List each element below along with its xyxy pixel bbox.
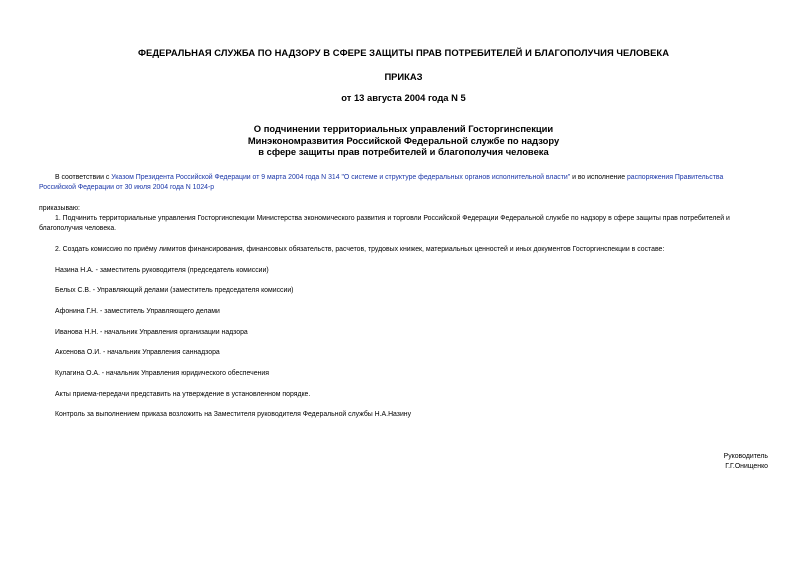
preamble-line-2 <box>39 183 769 193</box>
title-line: О подчинении территориальных управлений Госторгинспекции <box>253 123 554 134</box>
agency-heading: ФЕДЕРАЛЬНАЯ СЛУЖБА ПО НАДЗОРУ В СФЕРЕ ЗАЩИТЫ ПРАВ ПОТРЕБИТЕЛЕЙ И БЛАГОПОЛУЧИЯ ЧЕЛОВЕКА <box>137 47 670 58</box>
document-title <box>0 123 807 158</box>
title-line: Минэкономразвития Российской Федеральной службе по надзору <box>247 134 560 146</box>
document-date: от 13 августа 2004 года N 5 <box>341 92 466 103</box>
decree-link[interactable]: Указом Президента Российской Федерации от 9 марта 2004 года N 314 "О системе и структуре федеральных органов исполнительной власти" <box>111 174 571 181</box>
preamble <box>55 173 769 183</box>
preamble-prefix: В соответствии с <box>55 174 112 181</box>
government-order-link-continued[interactable]: Российской Федерации от 30 июля 2004 года N 1024-р <box>39 184 215 191</box>
closing-acts: Акты приема-передачи представить на утверждение в установленном порядке. <box>55 391 311 398</box>
signature-name: Г.Г.Онищенко <box>725 463 768 470</box>
commission-member: Назина Н.А. - заместитель руководителя (председатель комиссии) <box>55 267 269 274</box>
commission-member: Кулагина О.А. - начальник Управления юридического обеспечения <box>55 370 269 377</box>
item-1-line-2: благополучия человека. <box>39 225 117 232</box>
signature-role: Руководитель <box>723 453 768 460</box>
government-order-link[interactable]: распоряжения Правительства <box>626 174 724 181</box>
title-line: в сфере защиты прав потребителей и благополучия человека <box>258 146 549 158</box>
commission-member: Аксенова О.И. - начальник Управления саннадзора <box>55 349 220 356</box>
preamble-middle: и во исполнение <box>570 174 627 181</box>
item-1-line-1: 1. Подчинить территориальные управления Госторгинспекции Министерства экономического развития и торговли Российской Федерации Федеральной службе по надзору в сфере защиты прав потребителей и <box>55 215 730 222</box>
document-type: ПРИКАЗ <box>384 71 423 82</box>
order-word: приказываю: <box>39 205 80 212</box>
item-2: 2. Создать комиссию по приёму лимитов финансирования, финансовых обязательств, расчетов, трудовых книжек, материальных ценностей и иных документов Госторгинспекции в составе: <box>55 246 665 253</box>
commission-member: Иванова Н.Н. - начальник Управления организации надзора <box>55 329 248 336</box>
commission-member: Афонина Г.Н. - заместитель Управляющего делами <box>55 308 220 315</box>
closing-control: Контроль за выполнением приказа возложить на Заместителя руководителя Федеральной службы Н.А.Назину <box>55 411 412 418</box>
commission-member: Белых С.В. - Управляющий делами (заместитель председателя комиссии) <box>55 287 294 294</box>
